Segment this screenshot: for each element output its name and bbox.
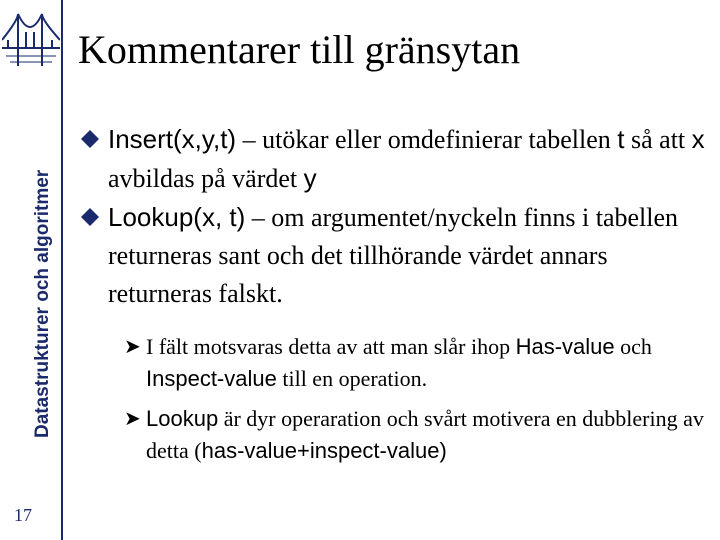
arrow-bullet-icon: ➤ [124,336,141,358]
diamond-bullet-icon [80,129,100,149]
arrow-bullet-icon: ➤ [124,408,141,430]
code-text: y [303,163,317,193]
slide-title: Kommentarer till gränsytan [78,27,521,72]
code-text: x [691,124,705,154]
code-text: Inspect-value [146,366,277,391]
sidebar-divider [61,0,63,540]
sub-bullet-text [146,406,704,463]
page-number: 17 [14,505,32,525]
bridge-logo-icon [2,10,60,70]
bullet-lookup [80,198,710,313]
prose-text: till en operation. [276,366,428,391]
bullet-text [108,203,678,308]
code-text: Has-value [515,334,615,359]
bullet-text [108,125,705,193]
sub-bullet-text [146,334,652,391]
code-text: has-value+inspect-value) [201,438,447,463]
sub-bullet-fields [80,331,710,395]
code-text: Lookup(x, t) [108,202,246,232]
code-text: t [617,124,625,154]
prose-text: avbildas på värdet [108,164,304,193]
prose-text: – utökar eller omdefinierar tabellen [236,125,618,154]
code-text: Lookup [146,406,219,431]
bullet-list [80,120,710,467]
code-text: Insert(x,y,t) [108,124,237,154]
prose-text: I fält motsvaras detta av att man slår ihop [146,334,516,359]
sidebar [0,0,64,540]
prose-text: – om argumentet/nyckeln finns i tabellen returneras sant och det tillhörande värdet annars returneras falskt. [108,203,679,308]
sub-bullet-lookup [80,403,710,467]
course-title-vertical: Datastrukturer och algoritmer [32,169,53,438]
diamond-bullet-icon [80,207,100,227]
prose-text: och [614,334,652,359]
prose-text: så att [624,125,692,154]
bullet-insert [80,120,710,198]
prose-text: är dyr operaration och svårt motivera en dubblering av detta ( [146,406,704,463]
